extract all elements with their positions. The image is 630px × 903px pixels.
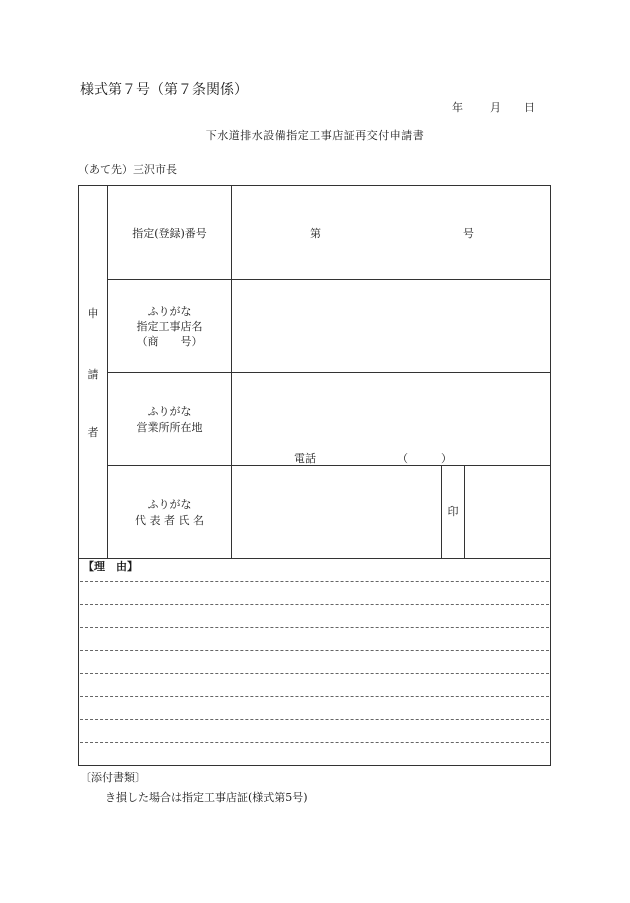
seal-label: 印 — [447, 505, 459, 518]
address-label: 営業所所在地 — [136, 421, 203, 434]
representative-name-label: 代 表 者 氏 名 — [135, 514, 204, 527]
reason-label: 【理 由】 — [83, 560, 138, 573]
shop-name-label: 指定工事店名 — [136, 320, 203, 333]
seal-divider-right — [464, 465, 465, 559]
reason-line — [80, 673, 549, 674]
reason-line — [80, 719, 549, 720]
year-label: 年 — [452, 101, 463, 114]
representative-furigana-label: ふりがな — [147, 498, 192, 511]
row-divider-1 — [107, 279, 551, 280]
phone-label: 電話 — [294, 452, 316, 465]
applicant-label-2: 請 — [87, 368, 99, 381]
document-title: 下水道排水設備指定工事店証再交付申請書 — [205, 129, 425, 142]
reason-line — [80, 581, 549, 582]
form-number: 様式第７号（第７条関係） — [80, 82, 248, 98]
address-furigana-label: ふりがな — [147, 405, 192, 418]
row-divider-2 — [107, 372, 551, 373]
shop-name-furigana-label: ふりがな — [147, 305, 192, 318]
reason-line — [80, 627, 549, 628]
trade-name-label: （商 号） — [136, 335, 203, 348]
reason-line — [80, 742, 549, 743]
day-label: 日 — [524, 101, 535, 114]
reason-line — [80, 650, 549, 651]
registration-number-label: 指定(登録)番号 — [132, 227, 207, 240]
phone-parens: （ ） — [397, 452, 452, 465]
attachment-item: き損した場合は指定工事店証(様式第5号) — [105, 791, 308, 804]
reason-line — [80, 696, 549, 697]
attachments-header: 〔添付書類〕 — [80, 771, 146, 784]
reason-divider — [79, 558, 551, 559]
applicant-label-1: 申 — [87, 307, 99, 320]
addressee: （あて先）三沢市長 — [78, 163, 177, 176]
registration-number-suffix: 号 — [463, 227, 474, 240]
date-line — [452, 99, 535, 115]
month-label: 月 — [490, 101, 501, 114]
application-table — [78, 185, 551, 766]
row-divider-3 — [107, 465, 551, 466]
applicant-label-3: 者 — [87, 426, 99, 439]
registration-number-prefix: 第 — [310, 227, 321, 240]
reason-line — [80, 604, 549, 605]
